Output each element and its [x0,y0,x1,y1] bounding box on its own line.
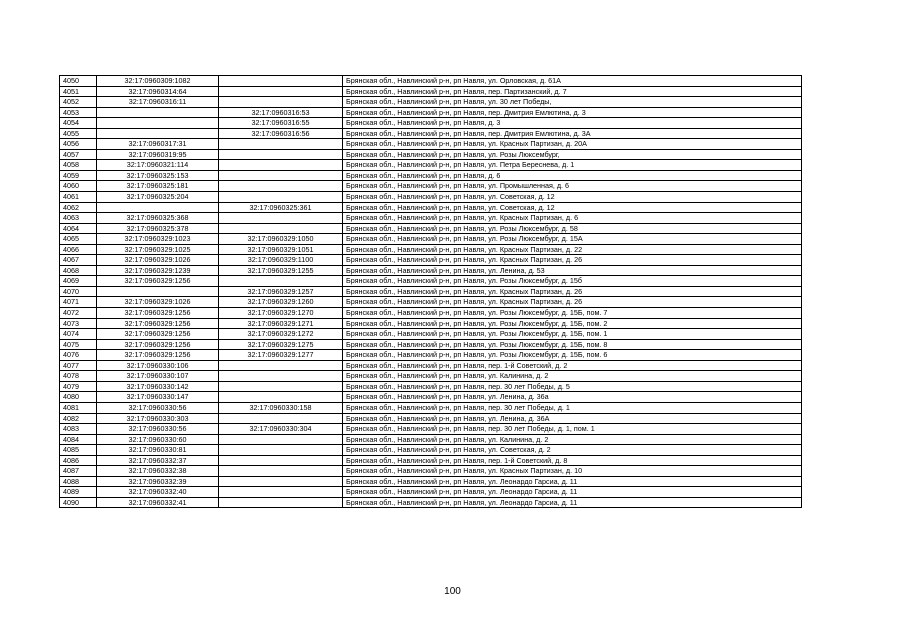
cadastral-number-cell [97,107,219,118]
row-number-cell: 4060 [60,181,97,192]
row-number-cell: 4068 [60,265,97,276]
cadastral-number-cell: 32:17:0960329:1256 [97,276,219,287]
table-row [60,329,802,340]
related-cadastral-number-cell: 32:17:0960329:1271 [219,318,343,329]
cadastral-number-cell: 32:17:0960332:41 [97,497,219,508]
table-row [60,160,802,171]
address-cell: Брянская обл., Навлинский р-н, рп Навля, ул. Красных Партизан, д. 26 [343,255,802,266]
cadastral-number-cell: 32:17:0960325:153 [97,170,219,181]
table-row [60,297,802,308]
table-row [60,371,802,382]
related-cadastral-number-cell: 32:17:0960329:1255 [219,265,343,276]
row-number-cell: 4059 [60,170,97,181]
cadastral-number-cell: 32:17:0960329:1026 [97,297,219,308]
cadastral-number-cell: 32:17:0960332:40 [97,487,219,498]
row-number-cell: 4072 [60,308,97,319]
table-row [60,234,802,245]
table-row [60,487,802,498]
address-cell: Брянская обл., Навлинский р-н, рп Навля, ул. Леонардо Гарсиа, д. 11 [343,476,802,487]
row-number-cell: 4075 [60,339,97,350]
table-row [60,107,802,118]
address-cell: Брянская обл., Навлинский р-н, рп Навля, ул. Советская, д. 12 [343,192,802,203]
related-cadastral-number-cell [219,455,343,466]
table-row [60,265,802,276]
table-row [60,97,802,108]
related-cadastral-number-cell [219,392,343,403]
cadastral-number-cell: 32:17:0960330:107 [97,371,219,382]
table-row [60,286,802,297]
related-cadastral-number-cell [219,487,343,498]
row-number-cell: 4089 [60,487,97,498]
address-cell: Брянская обл., Навлинский р-н, рп Навля, ул. Советская, д. 2 [343,445,802,456]
table-row [60,192,802,203]
table-row [60,213,802,224]
address-cell: Брянская обл., Навлинский р-н, рп Навля, ул. Калинина, д. 2 [343,371,802,382]
registry-table-body [60,76,802,508]
address-cell: Брянская обл., Навлинский р-н, рп Навля, ул. Розы Люксембург, д. 15Б, пом. 6 [343,350,802,361]
related-cadastral-number-cell [219,497,343,508]
related-cadastral-number-cell [219,213,343,224]
address-cell: Брянская обл., Навлинский р-н, рп Навля, ул. Розы Люксембург, [343,149,802,160]
row-number-cell: 4079 [60,381,97,392]
cadastral-number-cell: 32:17:0960325:368 [97,213,219,224]
address-cell: Брянская обл., Навлинский р-н, рп Навля, ул. Ленина, д. 36А [343,413,802,424]
related-cadastral-number-cell [219,445,343,456]
row-number-cell: 4084 [60,434,97,445]
related-cadastral-number-cell: 32:17:0960329:1277 [219,350,343,361]
address-cell: Брянская обл., Навлинский р-н, рп Навля, ул. Красных Партизан, д. 26 [343,297,802,308]
address-cell: Брянская обл., Навлинский р-н, рп Навля, ул. Советская, д. 12 [343,202,802,213]
cadastral-number-cell: 32:17:0960329:1256 [97,339,219,350]
row-number-cell: 4077 [60,360,97,371]
cadastral-number-cell: 32:17:0960332:37 [97,455,219,466]
related-cadastral-number-cell: 32:17:0960329:1275 [219,339,343,350]
table-row [60,86,802,97]
related-cadastral-number-cell [219,192,343,203]
cadastral-number-cell: 32:17:0960329:1023 [97,234,219,245]
related-cadastral-number-cell: 32:17:0960316:55 [219,118,343,129]
related-cadastral-number-cell: 32:17:0960329:1050 [219,234,343,245]
address-cell: Брянская обл., Навлинский р-н, рп Навля, ул. Розы Люксембург, д. 15Б, пом. 8 [343,339,802,350]
row-number-cell: 4057 [60,149,97,160]
cadastral-number-cell [97,118,219,129]
row-number-cell: 4053 [60,107,97,118]
related-cadastral-number-cell [219,371,343,382]
row-number-cell: 4061 [60,192,97,203]
related-cadastral-number-cell: 32:17:0960316:53 [219,107,343,118]
cadastral-number-cell: 32:17:0960330:56 [97,424,219,435]
related-cadastral-number-cell: 32:17:0960325:361 [219,202,343,213]
address-cell: Брянская обл., Навлинский р-н, рп Навля, д. 6 [343,170,802,181]
cadastral-number-cell: 32:17:0960329:1256 [97,318,219,329]
related-cadastral-number-cell: 32:17:0960329:1100 [219,255,343,266]
table-row [60,318,802,329]
row-number-cell: 4085 [60,445,97,456]
table-row [60,392,802,403]
row-number-cell: 4087 [60,466,97,477]
related-cadastral-number-cell: 32:17:0960330:304 [219,424,343,435]
table-row [60,149,802,160]
related-cadastral-number-cell [219,276,343,287]
row-number-cell: 4082 [60,413,97,424]
related-cadastral-number-cell: 32:17:0960329:1257 [219,286,343,297]
related-cadastral-number-cell [219,160,343,171]
cadastral-number-cell [97,202,219,213]
table-row [60,455,802,466]
cadastral-number-cell: 32:17:0960330:142 [97,381,219,392]
table-row [60,118,802,129]
related-cadastral-number-cell [219,466,343,477]
table-row [60,308,802,319]
address-cell: Брянская обл., Навлинский р-н, рп Навля, пер. 1-й Советский, д. 2 [343,360,802,371]
table-row [60,466,802,477]
row-number-cell: 4055 [60,128,97,139]
cadastral-number-cell: 32:17:0960314:64 [97,86,219,97]
table-row [60,139,802,150]
page-number: 100 [444,586,461,597]
table-row [60,434,802,445]
cadastral-number-cell: 32:17:0960329:1025 [97,244,219,255]
row-number-cell: 4086 [60,455,97,466]
address-cell: Брянская обл., Навлинский р-н, рп Навля, пер. 30 лет Победы, д. 5 [343,381,802,392]
address-cell: Брянская обл., Навлинский р-н, рп Навля, ул. Леонардо Гарсиа, д. 11 [343,487,802,498]
address-cell: Брянская обл., Навлинский р-н, рп Навля, ул. Красных Партизан, д. 26 [343,286,802,297]
cadastral-number-cell: 32:17:0960330:106 [97,360,219,371]
table-row [60,202,802,213]
row-number-cell: 4088 [60,476,97,487]
row-number-cell: 4066 [60,244,97,255]
related-cadastral-number-cell: 32:17:0960316:56 [219,128,343,139]
cadastral-number-cell: 32:17:0960309:1082 [97,76,219,87]
address-cell: Брянская обл., Навлинский р-н, рп Навля, ул. Леонардо Гарсиа, д. 11 [343,497,802,508]
address-cell: Брянская обл., Навлинский р-н, рп Навля, ул. Розы Люксембург, д. 15А [343,234,802,245]
address-cell: Брянская обл., Навлинский р-н, рп Навля, пер. 1-й Советский, д. 8 [343,455,802,466]
related-cadastral-number-cell: 32:17:0960329:1260 [219,297,343,308]
cadastral-number-cell: 32:17:0960330:60 [97,434,219,445]
address-cell: Брянская обл., Навлинский р-н, рп Навля, ул. Розы Люксембург, д. 15б [343,276,802,287]
cadastral-number-cell: 32:17:0960330:147 [97,392,219,403]
address-cell: Брянская обл., Навлинский р-н, рп Навля, пер. 30 лет Победы, д. 1 [343,402,802,413]
address-cell: Брянская обл., Навлинский р-н, рп Навля, ул. Калинина, д. 2 [343,434,802,445]
row-number-cell: 4067 [60,255,97,266]
table-row [60,181,802,192]
row-number-cell: 4056 [60,139,97,150]
address-cell: Брянская обл., Навлинский р-н, рп Навля, ул. Красных Партизан, д. 10 [343,466,802,477]
cadastral-number-cell: 32:17:0960329:1256 [97,350,219,361]
row-number-cell: 4065 [60,234,97,245]
cadastral-number-cell: 32:17:0960332:39 [97,476,219,487]
row-number-cell: 4058 [60,160,97,171]
row-number-cell: 4078 [60,371,97,382]
cadastral-number-cell: 32:17:0960332:38 [97,466,219,477]
row-number-cell: 4073 [60,318,97,329]
table-row [60,402,802,413]
address-cell: Брянская обл., Навлинский р-н, рп Навля, ул. Красных Партизан, д. 20А [343,139,802,150]
row-number-cell: 4063 [60,213,97,224]
related-cadastral-number-cell: 32:17:0960330:158 [219,402,343,413]
table-row [60,360,802,371]
cadastral-number-cell: 32:17:0960330:303 [97,413,219,424]
related-cadastral-number-cell [219,139,343,150]
table-row [60,223,802,234]
table-row [60,413,802,424]
related-cadastral-number-cell [219,381,343,392]
row-number-cell: 4052 [60,97,97,108]
cadastral-number-cell: 32:17:0960330:56 [97,402,219,413]
related-cadastral-number-cell [219,360,343,371]
address-cell: Брянская обл., Навлинский р-н, рп Навля, ул. Ленина, д. 36а [343,392,802,403]
row-number-cell: 4076 [60,350,97,361]
cadastral-number-cell: 32:17:0960329:1256 [97,308,219,319]
address-cell: Брянская обл., Навлинский р-н, рп Навля, ул. Розы Люксембург, д. 58 [343,223,802,234]
row-number-cell: 4083 [60,424,97,435]
table-row [60,424,802,435]
row-number-cell: 4069 [60,276,97,287]
cadastral-number-cell: 32:17:0960321:114 [97,160,219,171]
table-row [60,350,802,361]
address-cell: Брянская обл., Навлинский р-н, рп Навля, ул. Орловская, д. 61А [343,76,802,87]
related-cadastral-number-cell [219,97,343,108]
row-number-cell: 4050 [60,76,97,87]
address-cell: Брянская обл., Навлинский р-н, рп Навля, д. 3 [343,118,802,129]
address-cell: Брянская обл., Навлинский р-н, рп Навля, пер. Дмитрия Емлютина, д. 3А [343,128,802,139]
address-cell: Брянская обл., Навлинский р-н, рп Навля, ул. Красных Партизан, д. 22 [343,244,802,255]
related-cadastral-number-cell [219,223,343,234]
address-cell: Брянская обл., Навлинский р-н, рп Навля, пер. 30 лет Победы, д. 1, пом. 1 [343,424,802,435]
address-cell: Брянская обл., Навлинский р-н, рп Навля, пер. Партизанский, д. 7 [343,86,802,97]
cadastral-number-cell: 32:17:0960325:181 [97,181,219,192]
table-row [60,255,802,266]
row-number-cell: 4080 [60,392,97,403]
related-cadastral-number-cell [219,170,343,181]
row-number-cell: 4074 [60,329,97,340]
row-number-cell: 4081 [60,402,97,413]
table-row [60,497,802,508]
row-number-cell: 4051 [60,86,97,97]
related-cadastral-number-cell [219,76,343,87]
table-row [60,128,802,139]
cadastral-number-cell: 32:17:0960330:81 [97,445,219,456]
related-cadastral-number-cell [219,413,343,424]
cadastral-number-cell: 32:17:0960319:95 [97,149,219,160]
table-row [60,170,802,181]
related-cadastral-number-cell [219,434,343,445]
row-number-cell: 4054 [60,118,97,129]
related-cadastral-number-cell [219,181,343,192]
address-cell: Брянская обл., Навлинский р-н, рп Навля, ул. Розы Люксембург, д. 15Б, пом. 7 [343,308,802,319]
table-row [60,276,802,287]
property-registry-table [59,75,802,508]
cadastral-number-cell: 32:17:0960325:204 [97,192,219,203]
related-cadastral-number-cell [219,476,343,487]
cadastral-number-cell: 32:17:0960329:1239 [97,265,219,276]
cadastral-number-cell [97,286,219,297]
address-cell: Брянская обл., Навлинский р-н, рп Навля, ул. 30 лет Победы, [343,97,802,108]
cadastral-number-cell: 32:17:0960329:1256 [97,329,219,340]
row-number-cell: 4071 [60,297,97,308]
table-row [60,339,802,350]
row-number-cell: 4064 [60,223,97,234]
cadastral-number-cell: 32:17:0960316:11 [97,97,219,108]
row-number-cell: 4062 [60,202,97,213]
address-cell: Брянская обл., Навлинский р-н, рп Навля, ул. Красных Партизан, д. 6 [343,213,802,224]
table-row [60,244,802,255]
cadastral-number-cell: 32:17:0960317:31 [97,139,219,150]
cadastral-number-cell: 32:17:0960329:1026 [97,255,219,266]
table-row [60,76,802,87]
cadastral-number-cell [97,128,219,139]
related-cadastral-number-cell [219,149,343,160]
table-row [60,476,802,487]
row-number-cell: 4070 [60,286,97,297]
address-cell: Брянская обл., Навлинский р-н, рп Навля, ул. Розы Люксембург, д. 15Б, пом. 1 [343,329,802,340]
related-cadastral-number-cell: 32:17:0960329:1051 [219,244,343,255]
address-cell: Брянская обл., Навлинский р-н, рп Навля, ул. Промышленная, д. 6 [343,181,802,192]
related-cadastral-number-cell [219,86,343,97]
related-cadastral-number-cell: 32:17:0960329:1270 [219,308,343,319]
address-cell: Брянская обл., Навлинский р-н, рп Навля, ул. Петра Береснева, д. 1 [343,160,802,171]
cadastral-number-cell: 32:17:0960325:378 [97,223,219,234]
address-cell: Брянская обл., Навлинский р-н, рп Навля, ул. Розы Люксембург, д. 15Б, пом. 2 [343,318,802,329]
row-number-cell: 4090 [60,497,97,508]
related-cadastral-number-cell: 32:17:0960329:1272 [219,329,343,340]
table-row [60,381,802,392]
address-cell: Брянская обл., Навлинский р-н, рп Навля, пер. Дмитрия Емлютина, д. 3 [343,107,802,118]
table-row [60,445,802,456]
address-cell: Брянская обл., Навлинский р-н, рп Навля, ул. Ленина, д. 53 [343,265,802,276]
